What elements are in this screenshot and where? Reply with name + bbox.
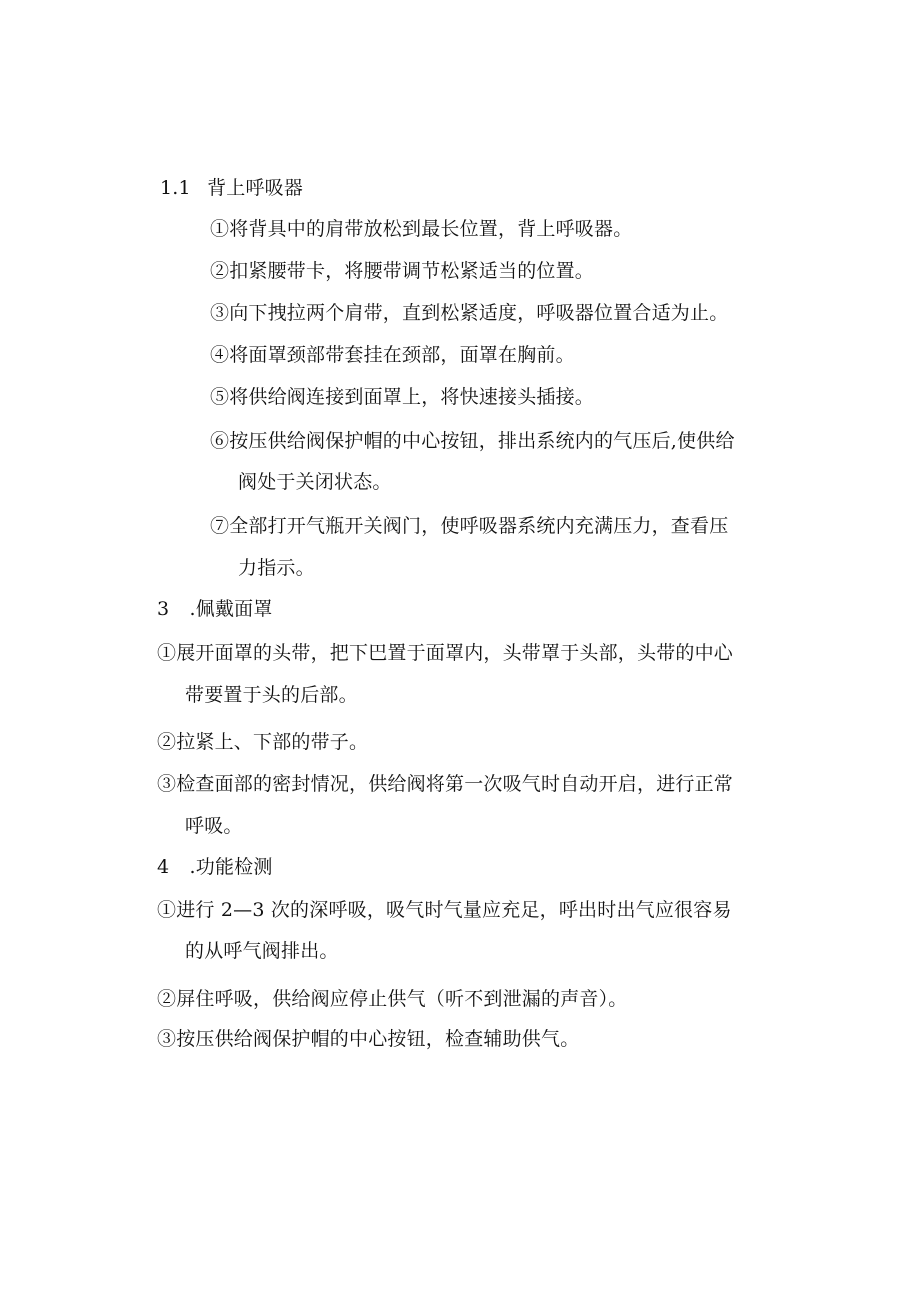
list-item: ①进行 2—3 次的深呼吸，吸气时气量应充足，呼出时出气应很容易	[157, 899, 732, 921]
list-item-continuation: 呼吸。	[185, 815, 243, 837]
list-item: ⑤将供给阀连接到面罩上，将快速接头插接。	[210, 386, 595, 408]
section-title: .佩戴面罩	[189, 598, 273, 620]
section-heading-3	[157, 596, 273, 622]
section-number: 4	[157, 856, 170, 878]
section-heading-1-1	[160, 175, 303, 201]
list-item: ②扣紧腰带卡，将腰带调节松紧适当的位置。	[210, 260, 595, 282]
list-item: ①将背具中的肩带放松到最长位置，背上呼吸器。	[210, 218, 633, 240]
section-heading-4	[157, 854, 273, 880]
list-item: ⑥按压供给阀保护帽的中心按钮，排出系统内的气压后,使供给	[210, 430, 735, 452]
list-item-continuation: 阀处于关闭状态。	[238, 471, 392, 493]
list-item: ①展开面罩的头带，把下巴置于面罩内，头带罩于头部，头带的中心	[157, 642, 734, 664]
list-item: ④将面罩颈部带套挂在颈部，面罩在胸前。	[210, 344, 575, 366]
list-item: ③检查面部的密封情况，供给阀将第一次吸气时自动开启，进行正常	[157, 773, 734, 795]
list-item: ②拉紧上、下部的带子。	[157, 731, 369, 753]
list-item: ②屏住呼吸，供给阀应停止供气（听不到泄漏的声音）。	[157, 988, 628, 1010]
section-number: 3	[157, 598, 170, 620]
section-title: .功能检测	[189, 856, 273, 878]
section-number: 1.1	[160, 177, 191, 199]
list-item: ③向下拽拉两个肩带，直到松紧适度，呼吸器位置合适为止。	[210, 302, 729, 324]
list-item: ⑦全部打开气瓶开关阀门，使呼吸器系统内充满压力，查看压	[210, 515, 729, 537]
list-item-continuation: 力指示。	[238, 557, 315, 579]
list-item-continuation: 带要置于头的后部。	[185, 684, 358, 706]
section-title: 背上呼吸器	[207, 177, 304, 199]
list-item-continuation: 的从呼气阀排出。	[185, 940, 339, 962]
list-item: ③按压供给阀保护帽的中心按钮，检查辅助供气。	[157, 1028, 580, 1050]
